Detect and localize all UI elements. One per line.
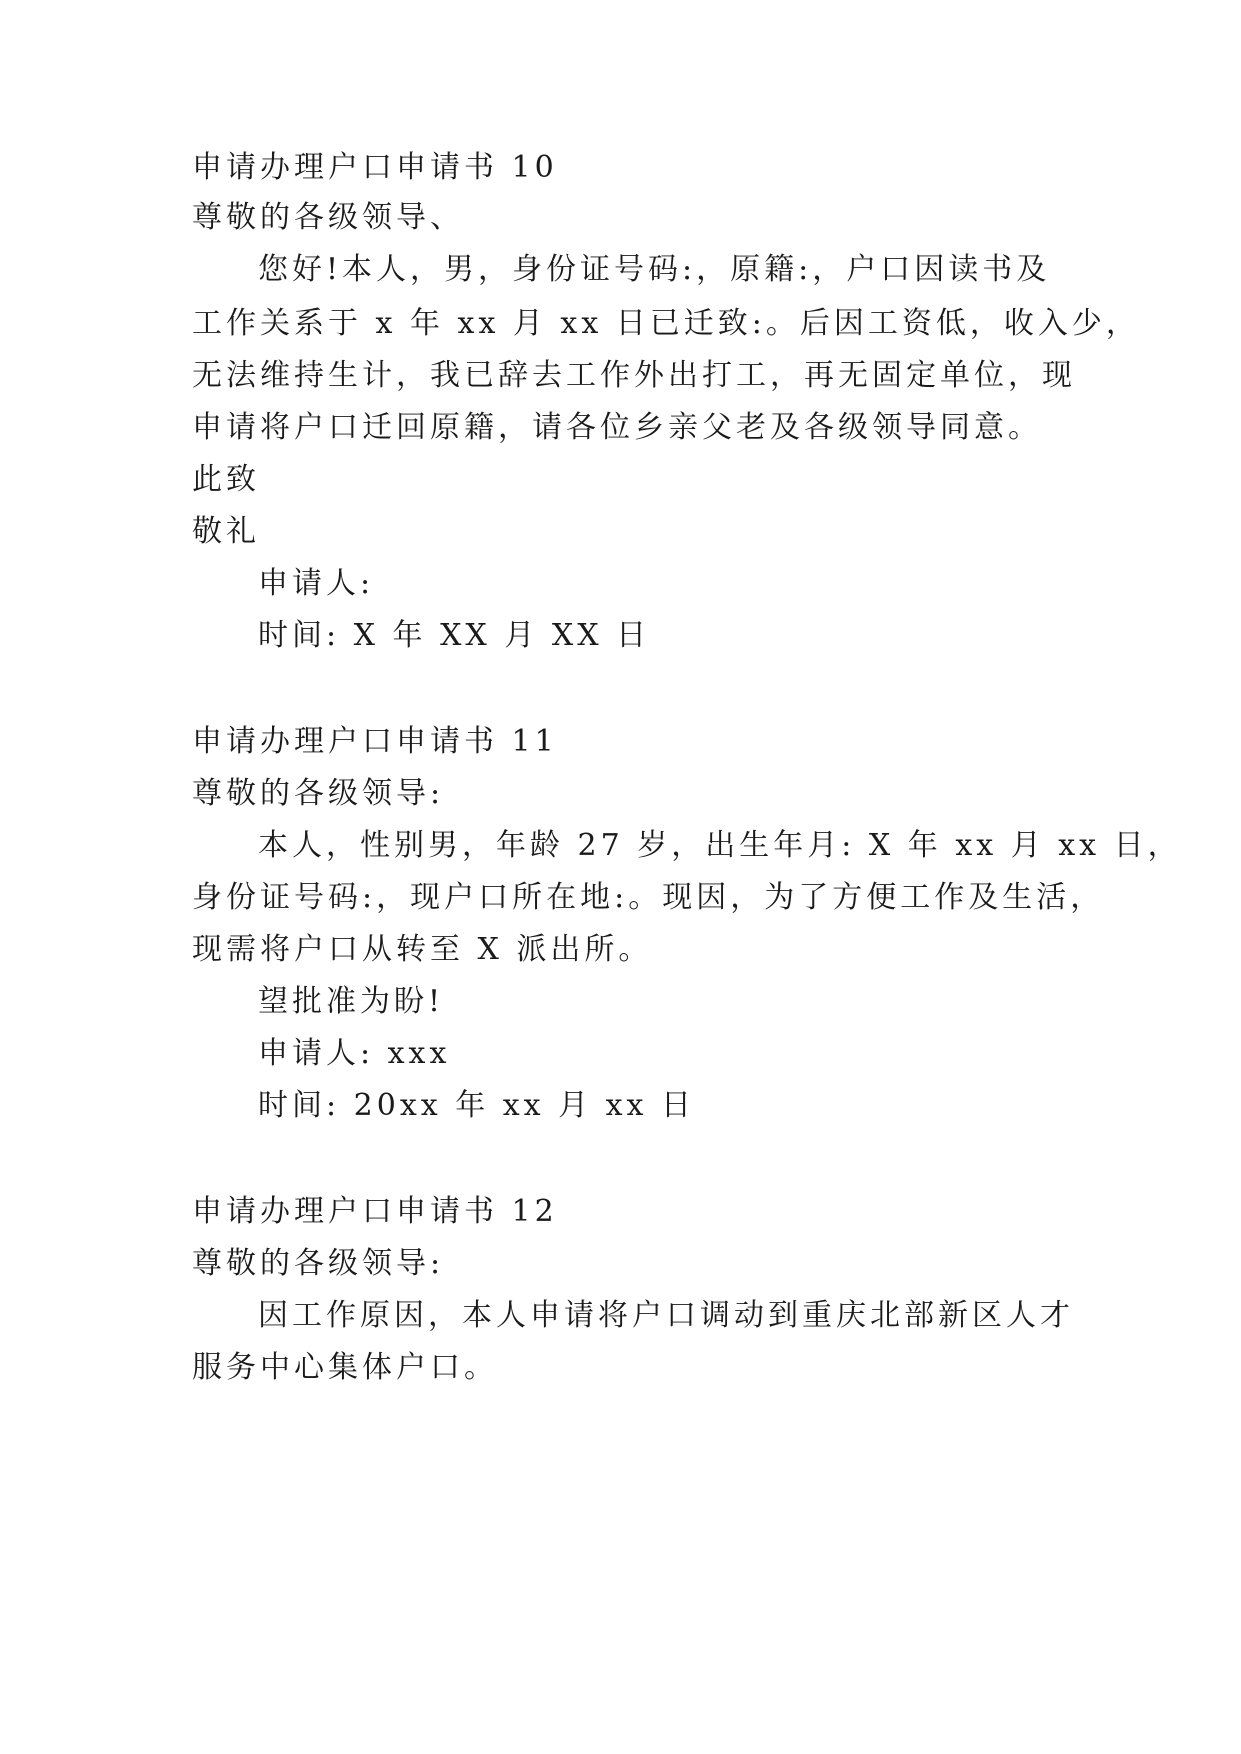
body-line: 身份证号码:，现户口所在地:。现因，为了方便工作及生活， xyxy=(192,880,1105,915)
salutation: 尊敬的各级领导: xyxy=(192,776,445,811)
body-line: 本人，性别男，年龄 27 岁，出生年月: X 年 xx 月 xx 日， xyxy=(258,828,1182,863)
salutation: 尊敬的各级领导: xyxy=(192,1246,445,1281)
body-line: 因工作原因，本人申请将户口调动到重庆北部新区人才 xyxy=(258,1298,1074,1333)
body-line: 申请将户口迁回原籍，请各位乡亲父老及各级领导同意。 xyxy=(192,410,1042,445)
body-line: 现需将户口从转至 X 派出所。 xyxy=(192,932,653,967)
applicant-line: 申请人: xyxy=(258,566,375,601)
closing-line: 此致 xyxy=(192,462,260,497)
date-line: 时间: 20xx 年 xx 月 xx 日 xyxy=(258,1088,696,1123)
request-line: 望批准为盼! xyxy=(258,984,445,1019)
section-title: 申请办理户口申请书 11 xyxy=(192,724,558,759)
section-title: 申请办理户口申请书 12 xyxy=(192,1194,558,1229)
section-title: 申请办理户口申请书 10 xyxy=(192,150,558,185)
applicant-line: 申请人: xxx xyxy=(258,1036,451,1071)
body-line: 您好!本人，男，身份证号码:，原籍:，户口因读书及 xyxy=(258,252,1051,287)
body-line: 工作关系于 x 年 xx 月 xx 日已迁致:。后因工资低，收入少， xyxy=(192,306,1140,341)
salutation: 尊敬的各级领导、 xyxy=(192,200,464,235)
date-line: 时间: X 年 XX 月 XX 日 xyxy=(258,618,651,653)
body-line: 服务中心集体户口。 xyxy=(192,1350,498,1385)
closing-line: 敬礼 xyxy=(192,514,260,549)
body-line: 无法维持生计，我已辞去工作外出打工，再无固定单位，现 xyxy=(192,358,1076,393)
